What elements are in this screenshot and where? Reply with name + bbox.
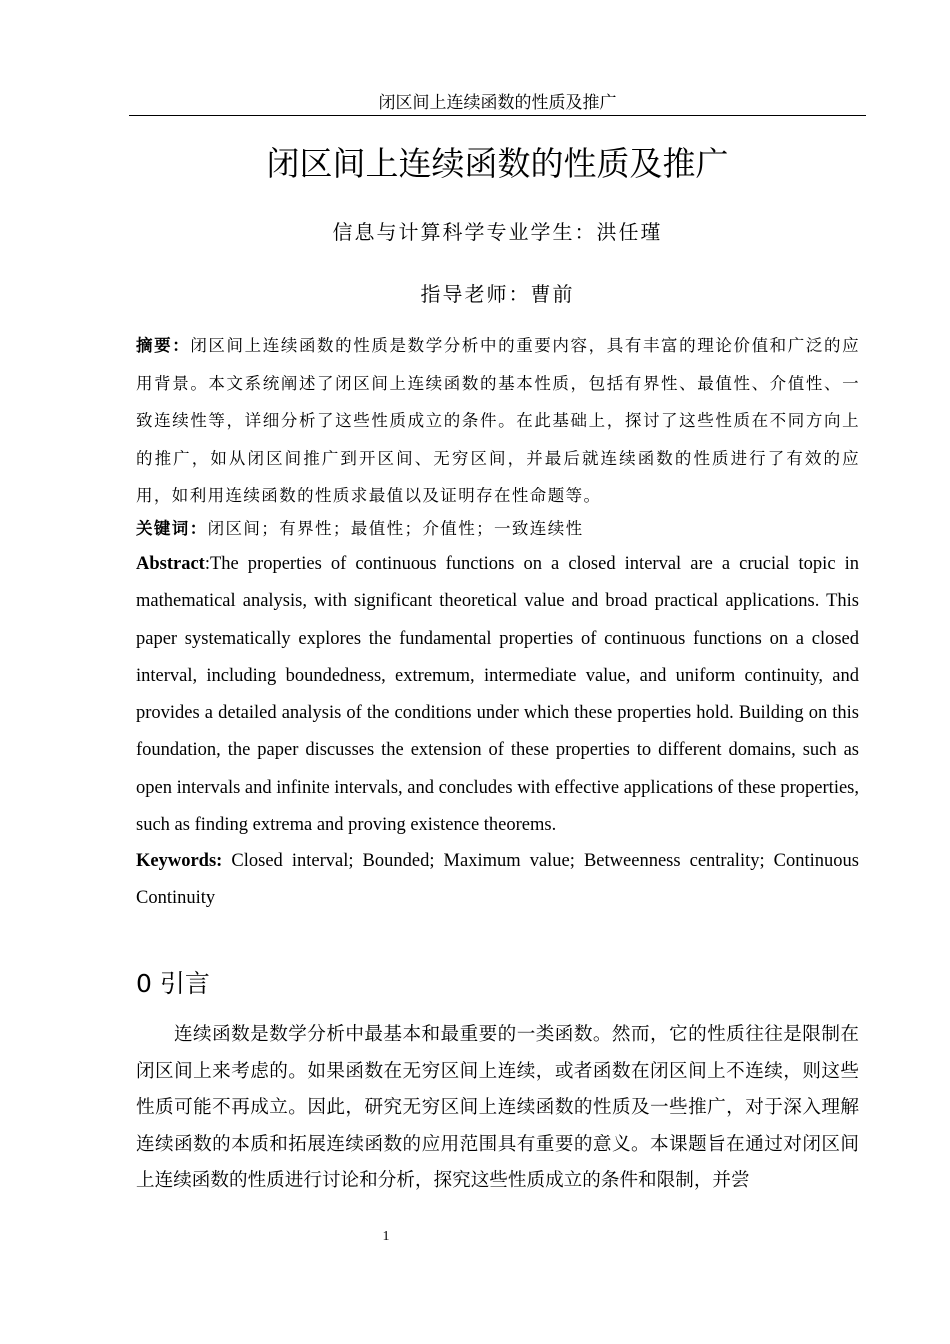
abstract-cn-label: 摘要： [136,336,191,355]
section-number: 0 [136,969,152,998]
abstract-en-label: Abstract [136,554,205,574]
running-header: 闭区间上连续函数的性质及推广 [378,93,617,113]
section-title: 引言 [159,969,210,998]
keywords-cn [136,512,860,546]
abstract-cn-text: 闭区间上连续函数的性质是数学分析中的重要内容，具有丰富的理论价值和广泛的应用背景。本文系统阐述了闭区间上连续函数的基本性质，包括有界性、最值性、介值性、一致连续性等，详细分析了这些性质成立的条件。在此基础上，探讨了这些性质在不同方向上的推广，如从闭区间推广到开区间、无穷区间，并最后就连续函数的性质进行了有效的应用，如利用连续函数的性质求最值以及证明存在性命题等。 [136,336,860,505]
abstract-en [136,546,859,844]
keywords-cn-text: 闭区间；有界性；最值性；介值性；一致连续性 [207,519,584,538]
header-rule [129,115,866,116]
author-line: 信息与计算科学专业学生：洪任瑾 [332,220,663,244]
keywords-cn-label: 关键词： [136,519,208,538]
page-number: 1 [382,1229,390,1244]
paper-title: 闭区间上连续函数的性质及推广 [266,144,729,183]
section-heading [136,964,210,1004]
keywords-en-label: Keywords: [136,851,223,871]
abstract-cn [136,327,860,515]
abstract-en-text: :The properties of continuous functions on a closed interval are a crucial topic in mathematical analysis, with significant theoretical value and broad practical applications. This paper systematically explores the fundamental properties of continuous functions on a closed interval, including boundedness, extremum, intermediate value, and uniform continuity, and provides a detailed analysis of the conditions under which these properties hold. Building on this foundation, the paper discusses the extension of these properties to different domains, such as open intervals and infinite intervals, and concludes with effective applications of these properties, such as finding extrema and proving existence theorems. [136,554,859,836]
keywords-en-text: Closed interval; Bounded; Maximum value; Betweenness centrality; Continuous Continuity [136,851,859,909]
keywords-en [136,843,859,918]
advisor-line: 指导老师：曹前 [420,282,575,306]
intro-paragraph: 连续函数是数学分析中最基本和最重要的一类函数。然而，它的性质往往是限制在闭区间上来考虑的。如果函数在无穷区间上连续，或者函数在闭区间上不连续，则这些性质可能不再成立。因此，研究无穷区间上连续函数的性质及一些推广，对于深入理解连续函数的本质和拓展连续函数的应用范围具有重要的意义。本课题旨在通过对闭区间上连续函数的性质进行讨论和分析，探究这些性质成立的条件和限制，并尝 [136,1024,859,1192]
